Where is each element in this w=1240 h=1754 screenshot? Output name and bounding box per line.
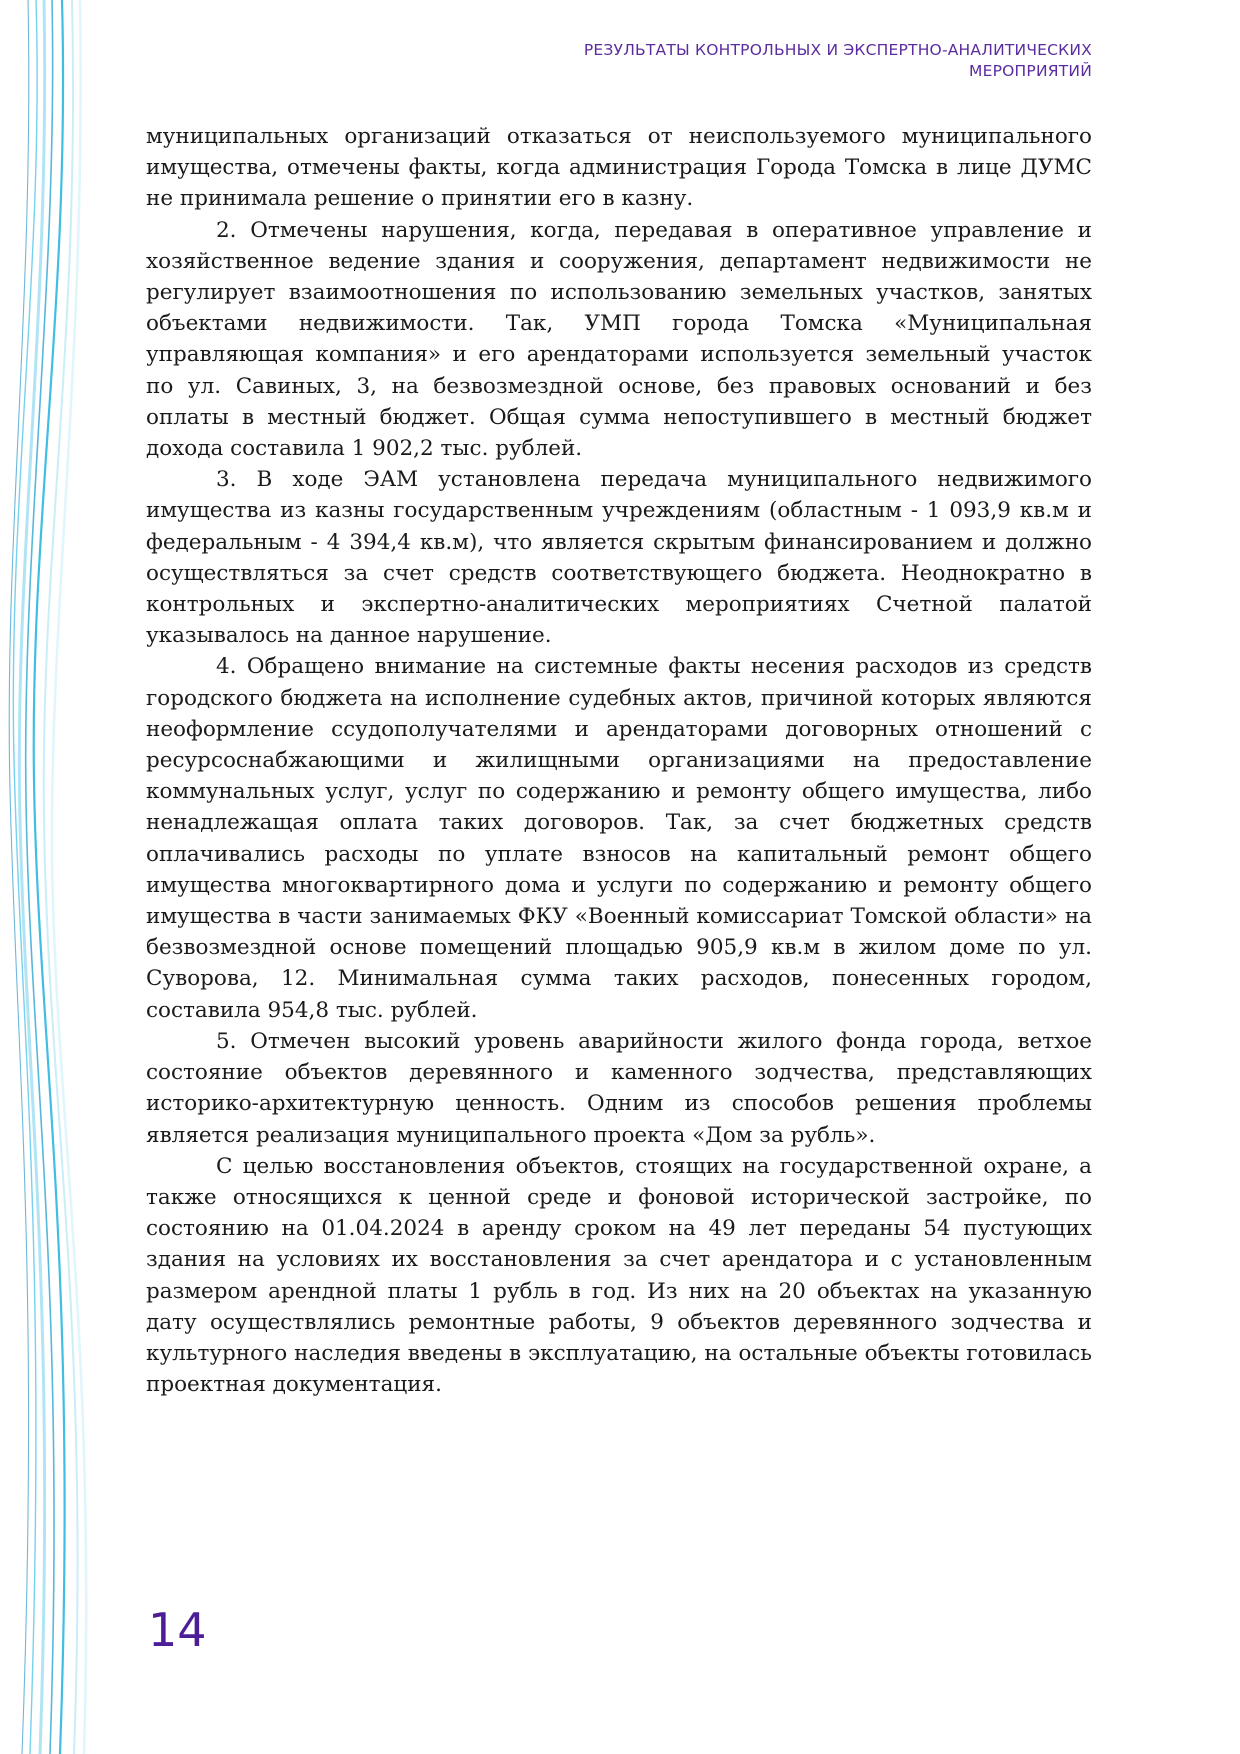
running-header <box>392 40 1092 82</box>
paragraph-item-4: 4. Обращено внимание на системные факты несения расходов из средств городского бюджета на исполнение судебных актов, причиной которых являются неоформление ссудополучателями и арендаторами договорных отношений с ресурсоснабжающими и жилищными организациями на предоставление коммунальных услуг, услуг по содержанию и ремонту общего имущества, либо ненадлежащая оплата таких договоров. Так, за счет бюджетных средств оплачивались расходы по уплате взносов на капитальный ремонт общего имущества многоквартирного дома и услуги по содержанию и ремонту общего имущества в части занимаемых ФКУ «Военный комиссариат Томской области» на безвозмездной основе помещений площадью 905,9 кв.м в жилом доме по ул. Суворова, 12. Минимальная сумма таких расходов, понесенных городом, составила 954,8 тыс. рублей. <box>146 654 1092 1023</box>
main-text <box>146 121 1092 1400</box>
wave-line-5 <box>44 0 78 1754</box>
paragraph-restoration: С целью восстановления объектов, стоящих на государственной охране, а также относящихся к ценной среде и фоновой исторической застройке, по состоянию на 01.04.2024 в аренду сроком на 49 лет переданы 54 пустующих здания на условиях их восстановления за счет арендатора и с установленным размером арендной платы 1 рубль в год. Из них на 20 объектах на указанную дату осуществлялись ремонтные работы, 9 объектов деревянного зодчества и культурного наследия введены в эксплуатацию, на остальные объекты готовилась проектная документация. <box>146 1153 1092 1398</box>
paragraph-item-5: 5. Отмечен высокий уровень аварийности жилого фонда города, ветхое состояние объектов деревянного и каменного зодчества, представляющих историко-архитектурную ценность. Одним из способов решения проблемы является реализация муниципального проекта «Дом за рубль». <box>146 1028 1092 1148</box>
header-line-1: РЕЗУЛЬТАТЫ КОНТРОЛЬНЫХ И ЭКСПЕРТНО-АНАЛИТИЧЕСКИХ <box>583 41 1092 59</box>
paragraph-item-3: 3. В ходе ЭАМ установлена передача муниципального недвижимого имущества из казны государственным учреждениям (областным - 1 093,9 кв.м и федеральным - 4 394,4 кв.м), что является скрытым финансированием и должно осуществляться за счет средств соответствующего бюджета. Неоднократно в контрольных и экспертно-аналитических мероприятиях Счетной палатой указывалось на данное нарушение. <box>146 467 1092 649</box>
decorative-wave-lines <box>0 0 110 1754</box>
wave-line-1 <box>34 0 65 1754</box>
page-number: 14 <box>148 1603 207 1657</box>
paragraph-continuation: муниципальных организаций отказаться от неиспользуемого муниципального имущества, отмечены факты, когда администрация Города Томска в лице ДУМС не принимала решение о принятии его в казну. <box>146 124 1092 212</box>
wave-line-6 <box>9 0 29 1754</box>
paragraph-item-2: 2. Отмечены нарушения, когда, передавая в оперативное управление и хозяйственное ведение здания и сооружения, департамент недвижимости не регулирует взаимоотношения по использованию земельных участков, занятых объектами недвижимости. Так, УМП города Томска «Муниципальная управляющая компания» и его арендаторами используется земельный участок по ул. Савиных, 3, на безвозмездной основе, без правовых оснований и без оплаты в местный бюджет. Общая сумма непоступившего в местный бюджет дохода составила 1 902,2 тыс. рублей. <box>146 217 1092 462</box>
header-line-2: МЕРОПРИЯТИЙ <box>969 62 1092 80</box>
